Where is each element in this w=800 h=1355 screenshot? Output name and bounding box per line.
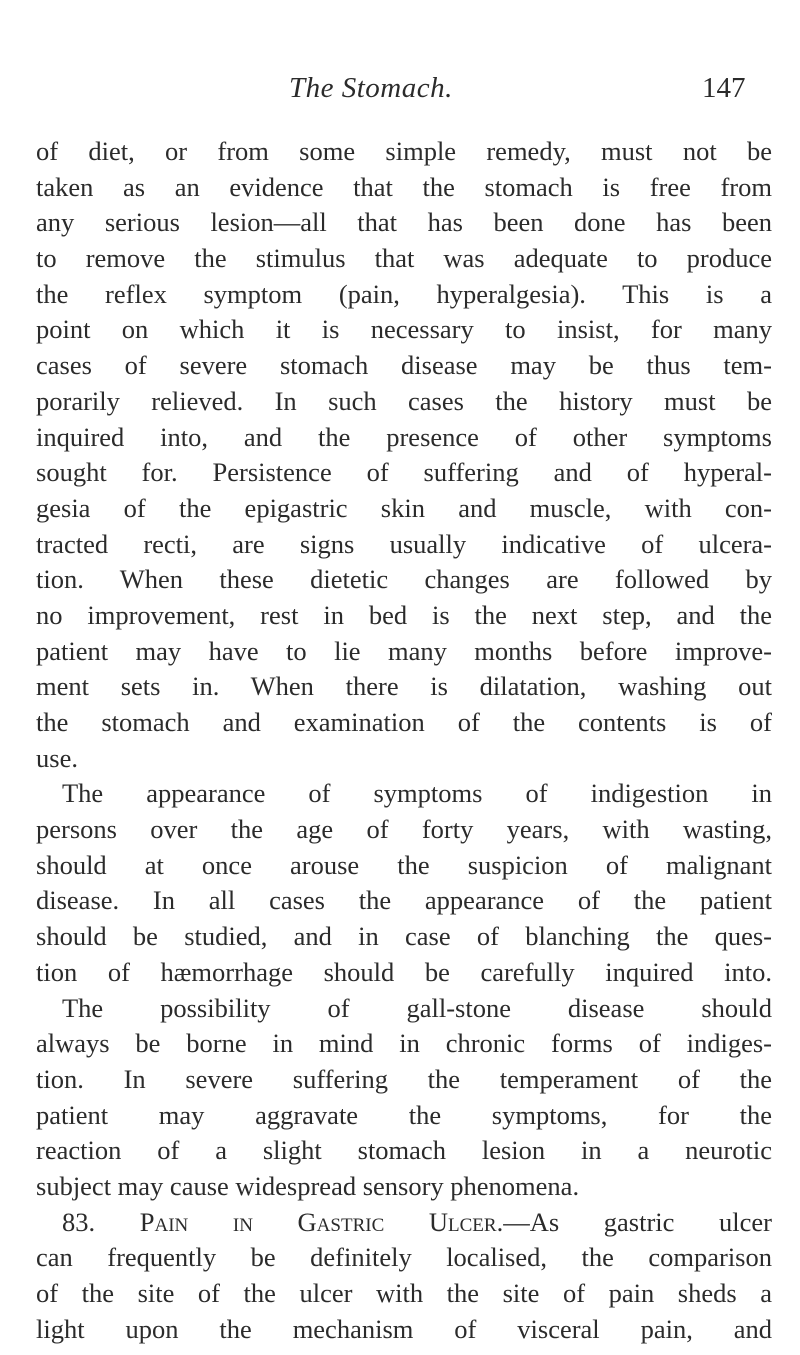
body-text: [36, 134, 772, 1347]
text-line: porarily relieved. In such cases the history must be: [36, 385, 772, 416]
text-line: The appearance of symptoms of indigestion in: [62, 778, 772, 809]
text-line: inquired into, and the presence of other symptoms: [36, 421, 772, 452]
running-head: [0, 72, 800, 112]
text-line: should be studied, and in case of blanching the ques-: [36, 921, 772, 952]
text-line: can frequently be definitely localised, the comparison: [36, 1242, 772, 1273]
text-line: ment sets in. When there is dilatation, washing out: [36, 671, 772, 702]
section-heading: Pain in Gastric Ulcer.: [139, 1206, 504, 1237]
text-line: the stomach and examination of the contents is of: [36, 707, 772, 737]
text-line: cases of severe stomach disease may be thus tem-: [36, 350, 772, 381]
running-title: The Stomach.: [289, 72, 453, 104]
section-number: 83.: [62, 1206, 96, 1237]
text-line: light upon the mechanism of visceral pain, and: [36, 1313, 772, 1344]
text-line: subject may cause widespread sensory phenomena.: [36, 1170, 580, 1201]
text-line: sought for. Persistence of suffering and of hyperal-: [36, 457, 772, 488]
section-heading-line: [36, 1205, 772, 1241]
text-line: point on which it is necessary to insist, for many: [36, 314, 772, 345]
text-line: no improvement, rest in bed is the next step, and the: [36, 599, 772, 630]
text-line: of diet, or from some simple remedy, must not be: [36, 136, 772, 166]
text-line: of the site of the ulcer with the site of pain sheds a: [36, 1278, 772, 1308]
page-number: 147: [702, 72, 746, 104]
text-line: should at once arouse the suspicion of malignant: [36, 849, 772, 880]
text-line: any serious lesion—all that has been done has been: [36, 207, 772, 238]
text-line: the reflex symptom (pain, hyperalgesia). This is a: [36, 278, 772, 309]
text-line: reaction of a slight stomach lesion in a neurotic: [36, 1135, 772, 1166]
text-line: use.: [36, 742, 78, 773]
text-line: tion. In severe suffering the temperament of the: [36, 1063, 772, 1094]
section-first-line: —As gastric ulcer: [503, 1206, 772, 1237]
text-line: gesia of the epigastric skin and muscle, with con-: [36, 492, 772, 523]
text-line: tracted recti, are signs usually indicative of ulcera-: [36, 528, 772, 559]
text-line: tion of hæmorrhage should be carefully inquired into.: [36, 956, 772, 987]
text-line: The possibility of gall-stone disease should: [62, 992, 772, 1023]
text-line: patient may have to lie many months before improve-: [36, 635, 772, 666]
text-line: disease. In all cases the appearance of the patient: [36, 885, 772, 916]
text-line: to remove the stimulus that was adequate to produce: [36, 243, 772, 274]
text-line: tion. When these dietetic changes are followed by: [36, 564, 772, 595]
text-line: always be borne in mind in chronic forms of indiges-: [36, 1028, 772, 1059]
text-line: patient may aggravate the symptoms, for the: [36, 1099, 772, 1130]
text-line: taken as an evidence that the stomach is free from: [36, 171, 772, 202]
text-line: persons over the age of forty years, with wasting,: [36, 814, 772, 845]
